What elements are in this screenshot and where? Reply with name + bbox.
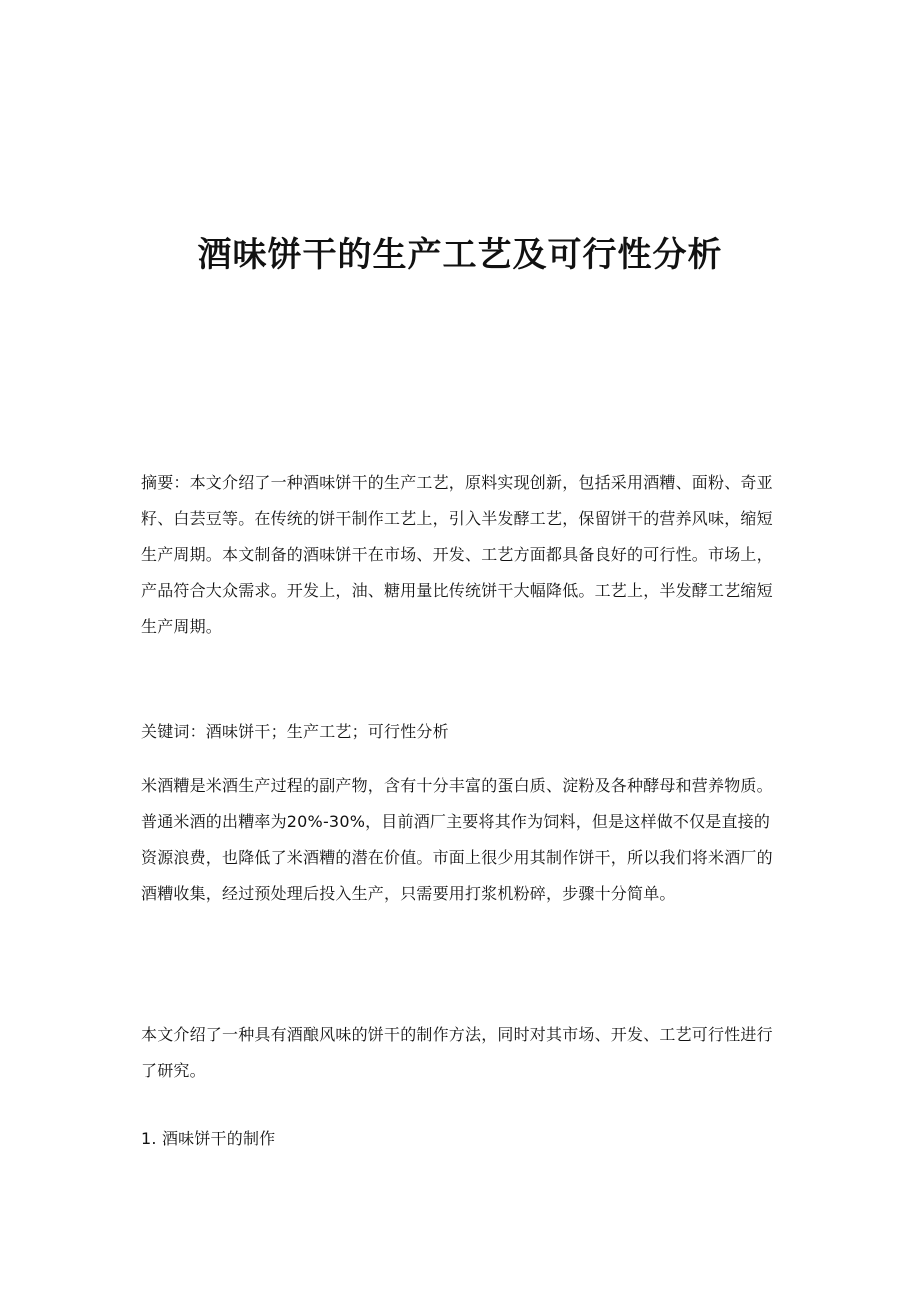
section-heading: 1. 酒味饼干的制作 (141, 1129, 276, 1148)
document-title: 酒味饼干的生产工艺及可行性分析 (197, 234, 723, 275)
keywords-line: 关键词：酒味饼干；生产工艺；可行性分析 (141, 722, 449, 741)
body-paragraph-1: 米酒糟是米酒生产过程的副产物，含有十分丰富的蛋白质、淀粉及各种酵母和营养物质。普通米酒的出糟率为20%-30%，目前酒厂主要将其作为饲料，但是这样做不仅是直接的资源浪费，也降低了米酒糟的潜在价值。市面上很少用其制作饼干，所以我们将米酒厂的酒糟收集，经过预处理后投入生产，只需要用打浆机粉碎，步骤十分简单。 (141, 776, 773, 903)
body-paragraph-2: 本文介绍了一种具有酒酿风味的饼干的制作方法，同时对其市场、开发、工艺可行性进行了研究。 (141, 1025, 773, 1080)
abstract-paragraph: 摘要：本文介绍了一种酒味饼干的生产工艺，原料实现创新，包括采用酒糟、面粉、奇亚籽、白芸豆等。在传统的饼干制作工艺上，引入半发酵工艺，保留饼干的营养风味，缩短生产周期。本文制备的酒味饼干在市场、开发、工艺方面都具备良好的可行性。市场上，产品符合大众需求。开发上，油、糖用量比传统饼干大幅降低。工艺上，半发酵工艺缩短生产周期。 (141, 473, 773, 636)
